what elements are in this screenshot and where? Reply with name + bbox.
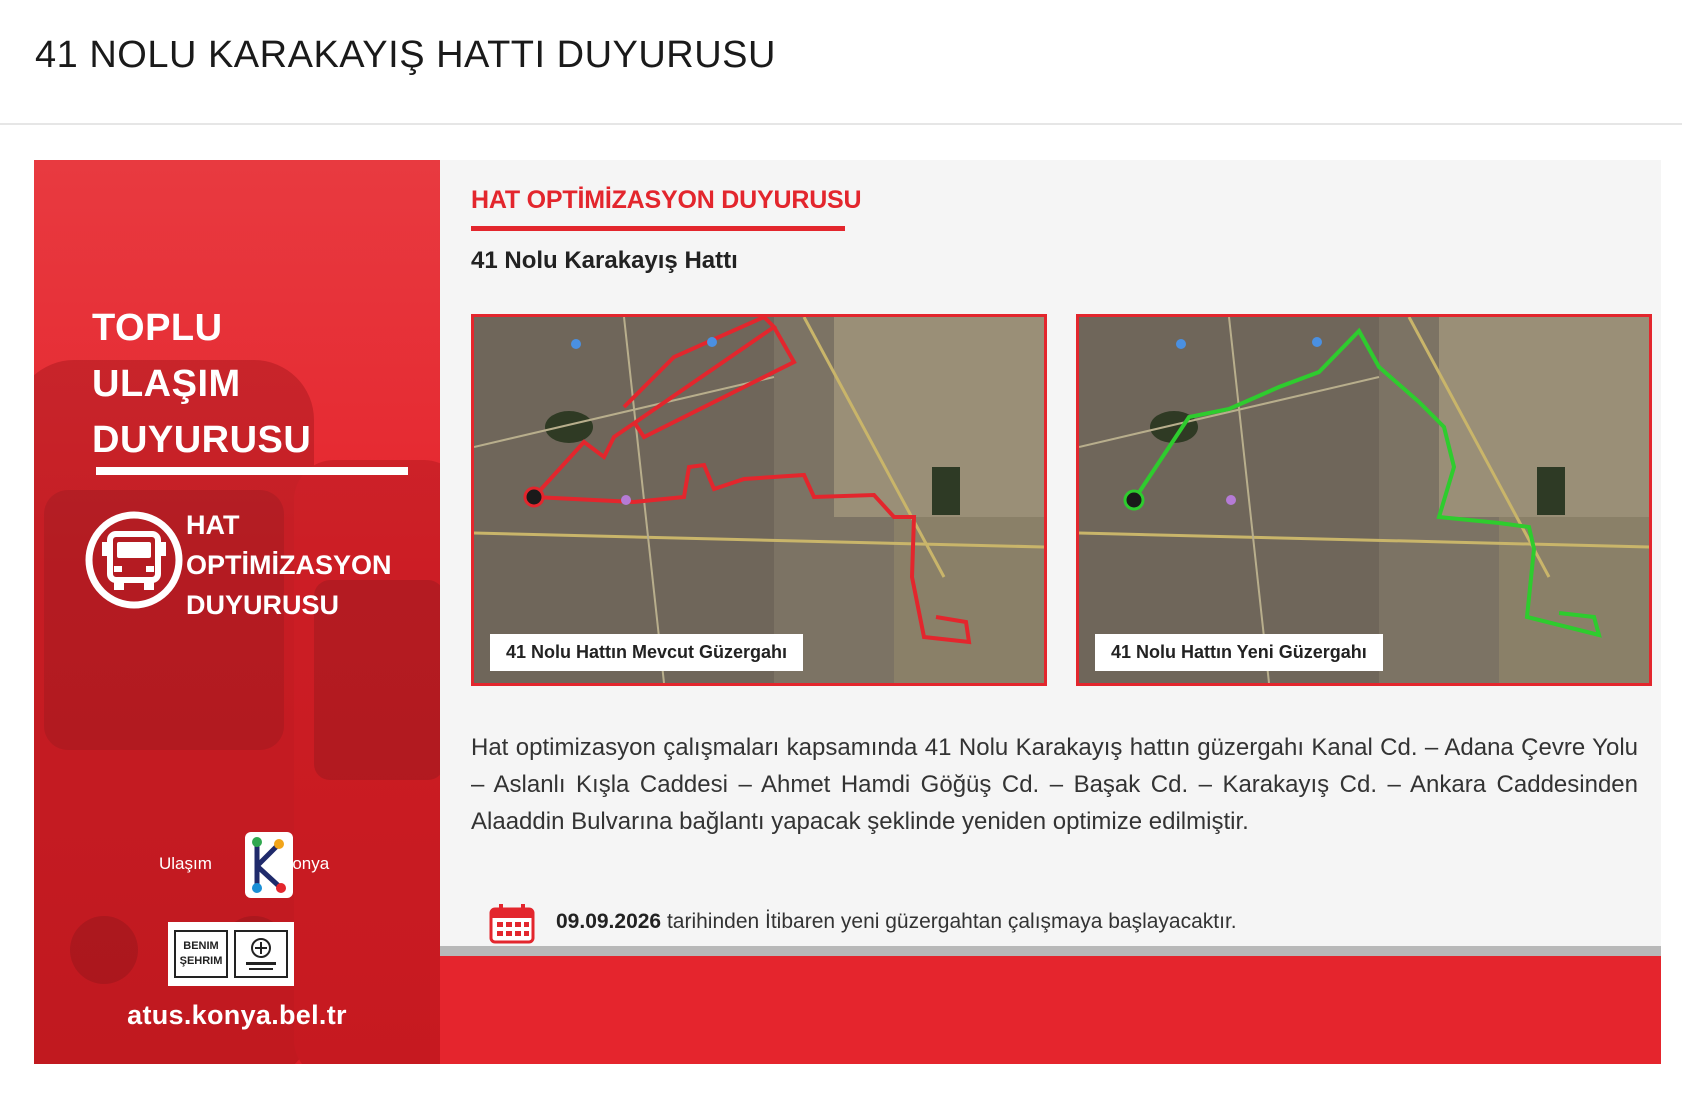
content-heading: HAT OPTİMİZASYON DUYURUSU: [471, 186, 862, 214]
logo-word-ulasim: Ulaşım: [159, 854, 212, 873]
side-divider: [96, 467, 408, 475]
side-subtitle-line: DUYURUSU: [186, 590, 340, 620]
side-title-line: DUYURUSU: [92, 419, 312, 461]
heading-underline: [471, 226, 845, 231]
site-url: atus.konya.bel.tr: [127, 1000, 347, 1030]
logo-word-konya: Konya: [281, 854, 330, 873]
side-title: [92, 300, 311, 468]
start-date: 09.09.2026: [556, 910, 662, 933]
side-panel: [34, 160, 440, 1064]
side-title-line: ULAŞIM: [92, 363, 241, 405]
start-date-note: [556, 910, 1237, 934]
calendar-icon: [488, 903, 536, 945]
ulasim-konya-logo: [159, 830, 339, 900]
side-title-line: TOPLU: [92, 307, 223, 349]
benim-sehrim-badge: [174, 930, 228, 978]
municipality-badge: [168, 922, 294, 986]
satellite-map-image: [1079, 317, 1649, 683]
line-name: 41 Nolu Karakayış Hattı: [471, 247, 738, 274]
side-subtitle: [186, 505, 392, 625]
page-title: 41 NOLU KARAKAYIŞ HATTI DUYURUSU: [35, 34, 776, 76]
announcement-banner-image: [34, 160, 1661, 1064]
bus-icon: [84, 510, 184, 610]
footer-grey-band: [440, 946, 1661, 956]
badge-line: ŞEHRIM: [179, 955, 223, 967]
page-header: [0, 0, 1682, 125]
new-route-caption: 41 Nolu Hattın Yeni Güzergahı: [1095, 634, 1383, 671]
route-description: Hat optimizasyon çalışmaları kapsamında 41 Nolu Karakayış hattın güzergahı Kanal Cd. – Adana Çevre Yolu – Aslanlı Kışla Caddesi – Ahmet Hamdi Göğüş Cd. – Başak Cd. – Karakayış Cd. – Ankara Caddesinden Alaaddin Bulvarına bağlantı yapacak şeklinde yeniden optimize edilmiştir.: [471, 734, 1638, 835]
side-subtitle-line: HAT: [186, 510, 240, 540]
current-route-caption: 41 Nolu Hattın Mevcut Güzergahı: [490, 634, 803, 671]
start-text: tarihinden İtibaren yeni güzergahtan çalışmaya başlayacaktır.: [661, 910, 1237, 933]
new-route-map: [1076, 314, 1652, 686]
satellite-map-image: [474, 317, 1044, 683]
current-route-map: [471, 314, 1047, 686]
side-subtitle-line: OPTİMİZASYON: [186, 550, 392, 580]
badge-line: BENIM: [183, 940, 219, 952]
belediye-seal-icon: [234, 930, 288, 978]
footer-red-band: [440, 956, 1661, 1064]
